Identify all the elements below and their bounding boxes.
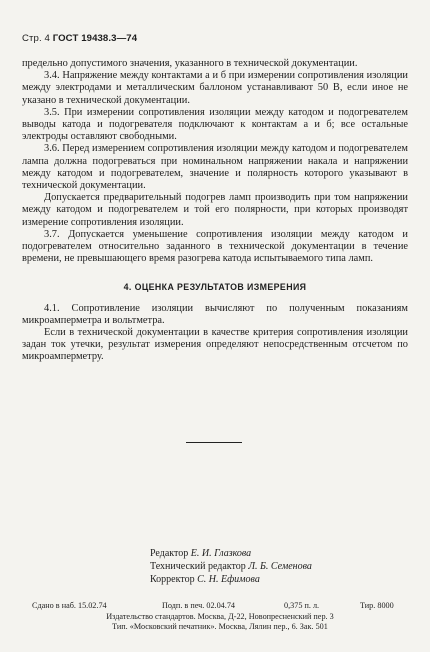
corrector-row <box>150 573 312 586</box>
signed-to-print: Подп. в печ. 02.04.74 <box>162 601 236 610</box>
body-text <box>22 58 408 364</box>
paragraph: 4.1. Сопротивление изоляции вычисляют по полученным показаниям микроамперметра и вольтметра. <box>22 302 408 326</box>
paragraph: Допускается предварительный подогрев ламп производить при том напряжении между катодом и подогревателем и той его полярности, при которых производят измерение сопротивления изоляции. <box>22 192 408 228</box>
printer-line: Тип. «Московский печатник». Москва, Лялин пер., 6. Зак. 501 <box>112 622 328 631</box>
print-run: Тир. 8000 <box>360 601 394 610</box>
imprint <box>32 601 408 632</box>
tech-editor-name: Л. Б. Семенова <box>248 561 312 572</box>
section-heading: 4. ОЦЕНКА РЕЗУЛЬТАТОВ ИЗМЕРЕНИЯ <box>123 282 307 293</box>
corrector-role: Корректор <box>150 574 195 585</box>
page-header <box>22 33 137 44</box>
corrector-name: С. Н. Ефимова <box>197 574 260 585</box>
paragraphs-top <box>22 58 408 265</box>
standard-number: ГОСТ 19438.3—74 <box>52 33 138 44</box>
tech-editor-row <box>150 560 312 573</box>
paragraph: 3.4. Напряжение между контактами а и б при измерении сопротивления изоляции между электродами и металлическим баллоном устанавливают 50 В, если иное не указано в технической документации. <box>22 70 408 106</box>
sheets: 0,375 п. л. <box>284 601 320 610</box>
paragraph: 3.7. Допускается уменьшение сопротивления изоляции между катодом и подогревателем относительно заданного в технической документации в течение времени, не превышающего время разогрева катода испытываемого типа ламп. <box>22 228 408 265</box>
paragraph: 3.5. При измерении сопротивления изоляции между катодом и подогревателем выводы катода и подогревателя подключают к контактам а и б; все остальные электроды оставляют свободными. <box>22 106 408 143</box>
editor-role: Редактор <box>150 548 189 559</box>
paragraphs-bottom <box>22 303 408 364</box>
paragraph: 3.6. Перед измерением сопротивления изоляции между катодом и подогревателем лампа должна подогреваться при номинальном напряжении накала и напряжении между катодом и подогревателем, значение и полярность которого указывают в технической документации. <box>22 143 408 192</box>
editor-name: Е. И. Глазкова <box>190 548 252 559</box>
page-label: Стр. 4 <box>22 33 50 44</box>
editor-row <box>150 547 312 560</box>
paragraph: предельно допустимого значения, указанного в технической документации. <box>22 58 358 69</box>
paragraph: Если в технической документации в качестве критерия сопротивления изоляции задан ток утечки, результат измерения определяют непосредственным отсчетом по микроамперметру. <box>22 327 408 363</box>
publisher-line: Издательство стандартов. Москва, Д-22, Новопресненский пер. 3 <box>106 612 334 621</box>
tech-editor-role: Технический редактор <box>150 561 246 572</box>
sent-to-set: Сдано в наб. 15.02.74 <box>32 601 107 610</box>
imprint-stats <box>32 601 408 612</box>
editorial-credits <box>150 547 312 586</box>
end-rule <box>186 442 242 443</box>
